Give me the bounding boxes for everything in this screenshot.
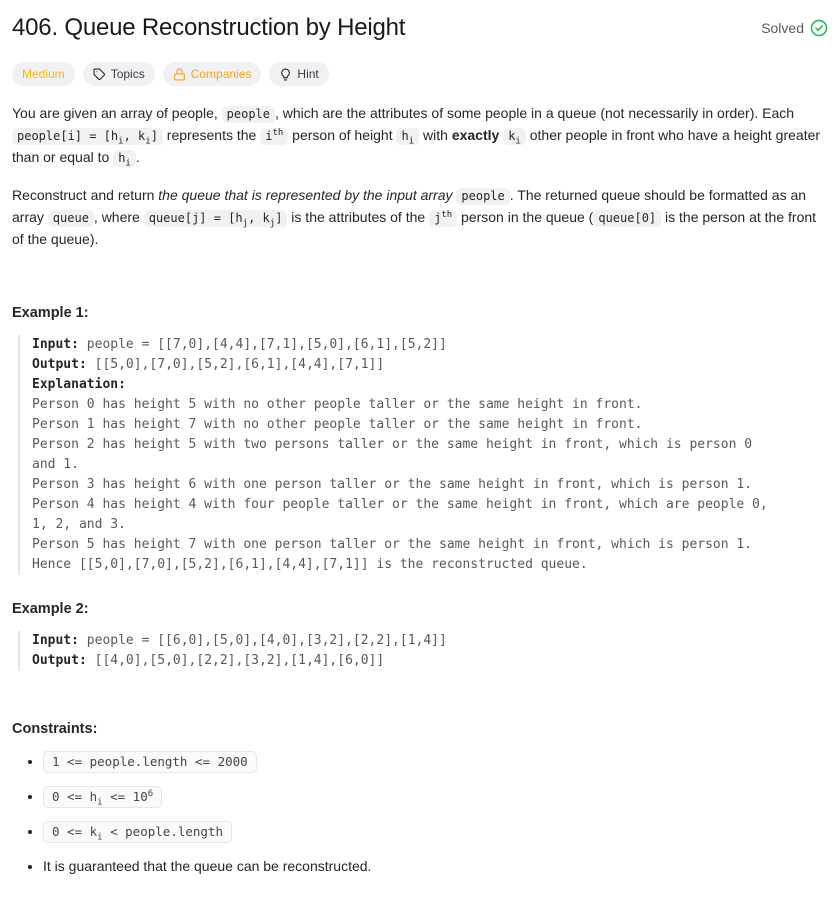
example-line bbox=[32, 375, 776, 395]
example-line: Input: people = [[7,0],[4,4],[7,1],[5,0],[6,1],[5,2]] bbox=[32, 336, 447, 352]
example-line: Input: people = [[6,0],[5,0],[4,0],[3,2],[2,2],[1,4]] bbox=[32, 632, 447, 648]
check-circle-icon bbox=[810, 19, 828, 37]
lightbulb-icon bbox=[279, 68, 292, 81]
constraint-item bbox=[43, 786, 828, 807]
inline-code: $h_i$ bbox=[396, 128, 419, 145]
example-line-label: Output: bbox=[32, 652, 87, 668]
inline-code: people bbox=[222, 106, 275, 123]
difficulty-label: Medium bbox=[22, 67, 65, 81]
example-line: Hence [[5,0],[7,0],[5,2],[6,1],[4,4],[7,1]] is the reconstructed queue. bbox=[32, 556, 588, 572]
example-line-label: Output: bbox=[32, 356, 87, 372]
topics-badge[interactable] bbox=[83, 62, 155, 86]
hint-badge[interactable] bbox=[269, 62, 328, 86]
inline-code: $j^{th}$ bbox=[429, 210, 457, 227]
problem-header bbox=[12, 13, 828, 43]
solved-status[interactable] bbox=[761, 19, 828, 37]
example-line: Person 2 has height 5 with two persons taller or the same height in front, which is person 0 and 1. bbox=[32, 436, 760, 472]
hint-label: Hint bbox=[297, 67, 319, 81]
example-line: Output: [[5,0],[7,0],[5,2],[6,1],[4,4],[7,1]] bbox=[32, 356, 385, 372]
inline-code: $i^{th}$ bbox=[260, 128, 288, 145]
example-1-heading: Example 1: bbox=[12, 304, 89, 321]
bold-text: exactly bbox=[451, 127, 500, 144]
topics-label: Topics bbox=[110, 67, 145, 81]
companies-badge[interactable] bbox=[163, 62, 262, 86]
example-1-block bbox=[18, 335, 776, 575]
tag-icon bbox=[93, 68, 106, 81]
constraint-code: 1 <= people.length <= 2000 bbox=[43, 751, 257, 773]
examples-section bbox=[12, 305, 828, 671]
companies-label: Companies bbox=[190, 67, 252, 81]
example-2-block bbox=[18, 631, 776, 671]
constraints-list bbox=[12, 751, 828, 877]
inline-code: $k_i$ bbox=[503, 128, 526, 145]
inline-code: queue[0] bbox=[593, 210, 661, 227]
solved-label: Solved bbox=[761, 20, 804, 36]
constraint-item bbox=[43, 751, 828, 772]
constraint-code: $0 <= h_i <= 10^6$ bbox=[43, 786, 162, 808]
inline-code: people bbox=[456, 188, 509, 205]
badge-row bbox=[12, 62, 828, 86]
inline-code: $h_i$ bbox=[113, 150, 136, 167]
example-line: Person 3 has height 6 with one person taller or the same height in front, which is person 1. bbox=[32, 476, 753, 492]
description-paragraph-1: You are given an array of people, people , which are the attributes of some people in a queue (not necessarily in order). Each people[i] = [$h_i$, $k_i$] represents the $i^{th}$ person of height $h_i$ with exactly $k_i$ other people in front who have a height greater than or equal to $h_i$ . bbox=[12, 105, 821, 169]
difficulty-badge[interactable] bbox=[12, 62, 75, 86]
example-line-label: Input: bbox=[32, 336, 79, 352]
example-line: Person 5 has height 7 with one person taller or the same height in front, which is person 1. bbox=[32, 536, 753, 552]
description-paragraph-2: Reconstruct and return the queue that is represented by the input array people . The returned queue should be formatted as an array queue , where queue[j] = [$h_j$, $k_j$] is the attributes of the $j^{th}$ person in the queue ( queue[0] is the person at the front of the queue). bbox=[12, 187, 817, 247]
constraint-item: • It is guaranteed that the queue can be reconstructed. bbox=[43, 856, 828, 877]
italic-text: the queue that is represented by the input array bbox=[158, 187, 453, 204]
example-line: Person 1 has height 7 with no other people taller or the same height in front. bbox=[32, 416, 643, 432]
constraints-heading: Constraints: bbox=[12, 720, 98, 737]
example-2-heading: Example 2: bbox=[12, 600, 89, 617]
example-line: Output: [[4,0],[5,0],[2,2],[3,2],[1,4],[6,0]] bbox=[32, 652, 385, 668]
example-line-label: Input: bbox=[32, 632, 79, 648]
example-line-label: Explanation: bbox=[32, 376, 126, 392]
example-line: Person 0 has height 5 with no other people taller or the same height in front. bbox=[32, 396, 643, 412]
inline-code: queue bbox=[48, 210, 94, 227]
problem-title: 406. Queue Reconstruction by Height bbox=[12, 14, 406, 41]
constraint-item bbox=[43, 821, 828, 842]
lock-icon bbox=[173, 68, 186, 81]
constraint-code: $0 <= k_i$ < people.length bbox=[43, 821, 232, 843]
inline-code: queue[j] = [$h_j$, $k_j$] bbox=[144, 210, 288, 227]
inline-code: people[i] = [$h_i$, $k_i$] bbox=[12, 128, 163, 145]
example-line: Person 4 has height 4 with four people taller or the same height in front, which are people 0, 1, 2, and 3. bbox=[32, 496, 776, 532]
